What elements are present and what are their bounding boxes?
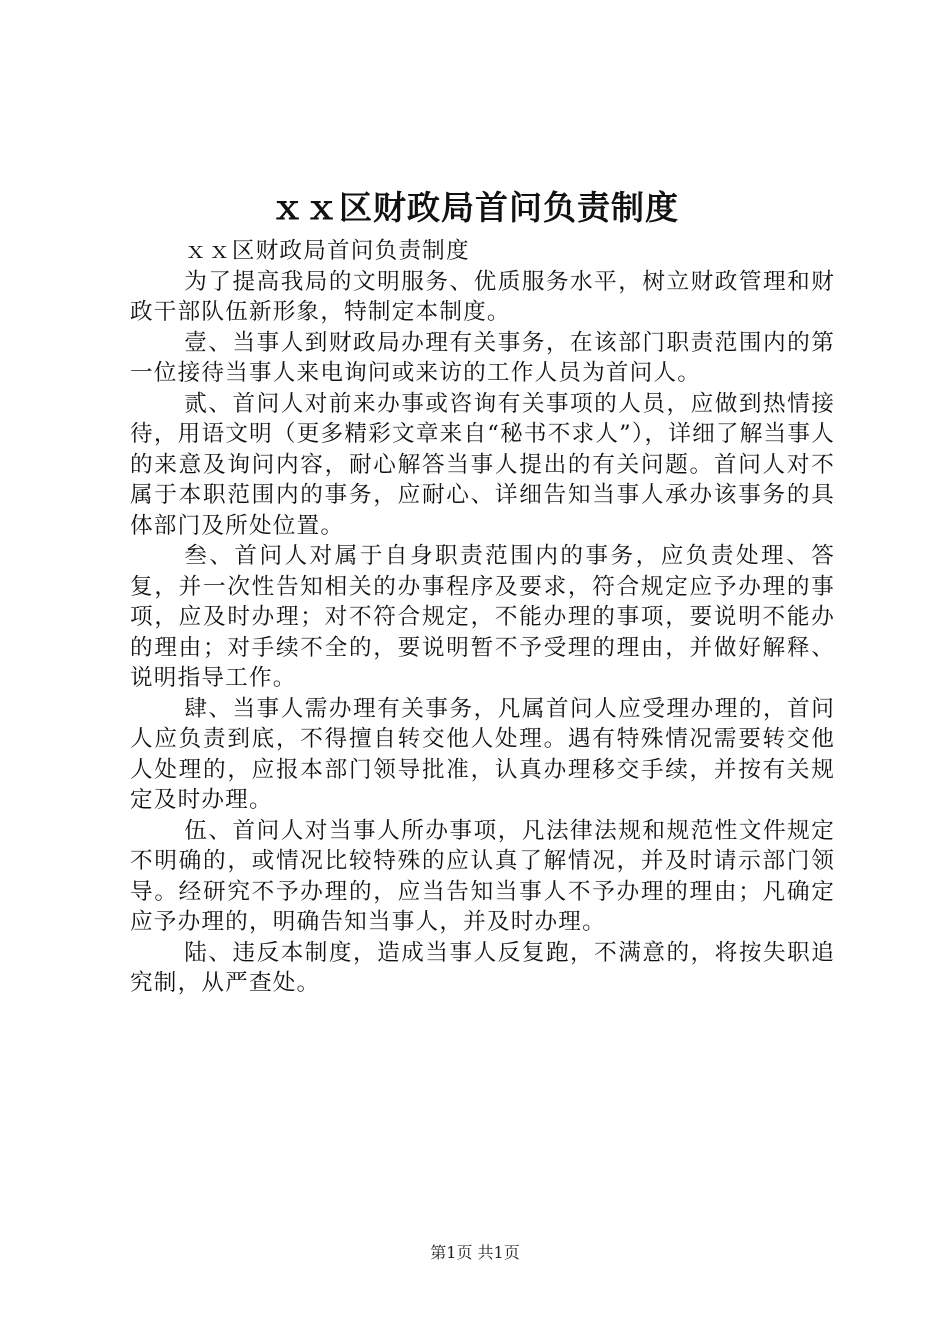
paragraph-article-1: 壹、当事人到财政局办理有关事务，在该部门职责范围内的第一位接待当事人来电询问或来访的工作人员为首问人。 <box>130 329 835 386</box>
paragraph-article-2: 贰、首问人对前来办事或咨询有关事项的人员，应做到热情接待，用语文明（更多精彩文章来自“秘书不求人”），详细了解当事人的来意及询问内容，耐心解答当事人提出的有关问题。首问人对不属于本职范围内的事务，应耐心、详细告知当事人承办该事务的具体部门及所处位置。 <box>130 390 835 539</box>
paragraph-subtitle: ｘｘ区财政局首问负责制度 <box>184 238 470 264</box>
page-footer: 第1页 共1页 <box>430 1243 520 1262</box>
paragraph-article-5: 伍、首问人对当事人所办事项，凡法律法规和规范性文件规定不明确的，或情况比较特殊的应认真了解情况，并及时请示部门领导。经研究不予办理的，应当告知当事人不予办理的理由；凡确定应予办理的，明确告知当事人，并及时办理。 <box>130 817 835 935</box>
paragraph-article-3: 叁、首问人对属于自身职责范围内的事务，应负责处理、答复，并一次性告知相关的办事程序及要求，符合规定应予办理的事项，应及时办理；对不符合规定，不能办理的事项，要说明不能办的理由；对手续不全的，要说明暂不予受理的理由，并做好解释、说明指导工作。 <box>130 543 835 691</box>
paragraph-article-4: 肆、当事人需办理有关事务，凡属首问人应受理办理的，首问人应负责到底，不得擅自转交他人处理。遇有特殊情况需要转交他人处理的，应报本部门领导批准，认真办理移交手续，并按有关规定及时办理。 <box>130 695 835 813</box>
paragraph-intro: 为了提高我局的文明服务、优质服务水平，树立财政管理和财政干部队伍新形象，特制定本制度。 <box>130 268 835 325</box>
document-title: ｘｘ区财政局首问负责制度 <box>271 188 679 227</box>
paragraph-article-6: 陆、违反本制度，造成当事人反复跑，不满意的，将按失职追究制，从严查处。 <box>130 939 835 996</box>
document-body <box>130 236 835 999</box>
